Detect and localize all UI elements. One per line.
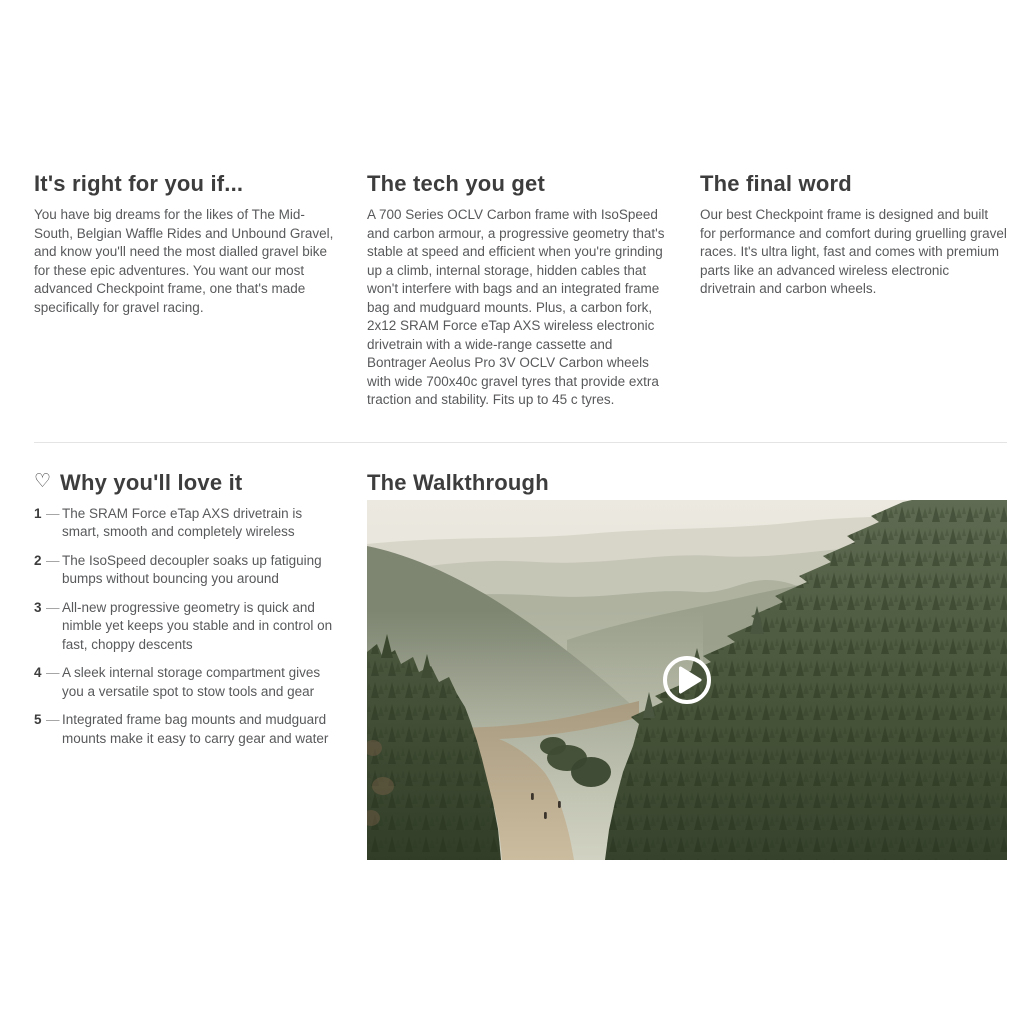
list-item-text: The IsoSpeed decoupler soaks up fatiguing bumps without bouncing you around — [62, 552, 322, 586]
love-list — [34, 505, 341, 749]
list-item-number: 3 — [34, 599, 42, 615]
section-divider — [34, 442, 1007, 443]
column-heading: The final word — [700, 171, 852, 196]
list-item-dash: — — [46, 505, 60, 521]
column-heading: It's right for you if... — [34, 171, 244, 196]
why-love-it-heading: Why you'll love it — [60, 469, 243, 495]
list-item-dash: — — [46, 599, 60, 615]
walkthrough-video-thumbnail[interactable] — [367, 500, 1007, 860]
column-right-for-you — [34, 170, 341, 410]
list-item — [34, 664, 341, 701]
list-item-dash: — — [46, 712, 60, 727]
list-item-text: Integrated frame bag mounts and mudguard mounts make it easy to carry gear and water — [62, 712, 329, 746]
why-love-it-section — [34, 469, 341, 860]
column-body: You have big dreams for the likes of The Mid-South, Belgian Waffle Rides and Unbound Gravel, and know you'll need the most dialled gravel bike for these epic adventures. You want our most advanced Checkpoint frame, one that's made specifically for gravel racing. — [34, 207, 334, 315]
list-item-number: 2 — [34, 552, 42, 568]
play-icon — [661, 654, 713, 706]
list-item-number: 1 — [34, 505, 42, 521]
autumn-shrub — [372, 777, 394, 795]
list-item-number: 5 — [34, 712, 42, 727]
list-item — [34, 505, 341, 542]
list-item-dash: — — [46, 552, 60, 568]
feature-columns — [34, 0, 1007, 410]
column-body: A 700 Series OCLV Carbon frame with IsoSpeed and carbon armour, a progressive geometry that's stable at speed and efficient when you're grinding up a climb, internal storage, hidden cables that won't interfere with bags and an integrated frame bag and mudguard mounts. Plus, a carbon fork, 2x12 SRAM Force eTap AXS wireless electronic drivetrain with a wide-range cassette and Bontrager Aeolus Pro 3V OCLV Carbon wheels with wide 700x40c gravel tyres that provide extra traction and stability. Fits up to 45 c tyres. — [367, 207, 665, 407]
column-final-word — [700, 170, 1007, 410]
list-item — [34, 711, 341, 748]
shrub — [571, 757, 611, 787]
play-button[interactable] — [661, 654, 713, 706]
list-item-dash: — — [46, 665, 60, 680]
list-item-text: All-new progressive geometry is quick and nimble yet keeps you stable and in control on fast, choppy descents — [62, 599, 333, 652]
list-item-text: A sleek internal storage compartment gives you a versatile spot to stow tools and gear — [62, 665, 321, 699]
list-item — [34, 599, 341, 655]
bottom-section — [34, 469, 1007, 860]
column-body: Our best Checkpoint frame is designed and built for performance and comfort during gruelling gravel races. It's ultra light, fast and comes with premium parts like an advanced wireless electronic drivetrain and carbon wheels. — [700, 207, 1007, 296]
why-love-it-heading-row — [34, 469, 341, 496]
column-tech-you-get — [367, 170, 674, 410]
walkthrough-heading: The Walkthrough — [367, 469, 549, 495]
heart-outline-icon: ♡ — [34, 470, 52, 492]
list-item-text: The SRAM Force eTap AXS drivetrain is smart, smooth and completely wireless — [62, 505, 303, 539]
column-heading: The tech you get — [367, 171, 545, 196]
list-item-number: 4 — [34, 665, 42, 680]
list-item — [34, 552, 341, 589]
page-content — [34, 0, 1007, 860]
walkthrough-section — [367, 469, 1007, 860]
